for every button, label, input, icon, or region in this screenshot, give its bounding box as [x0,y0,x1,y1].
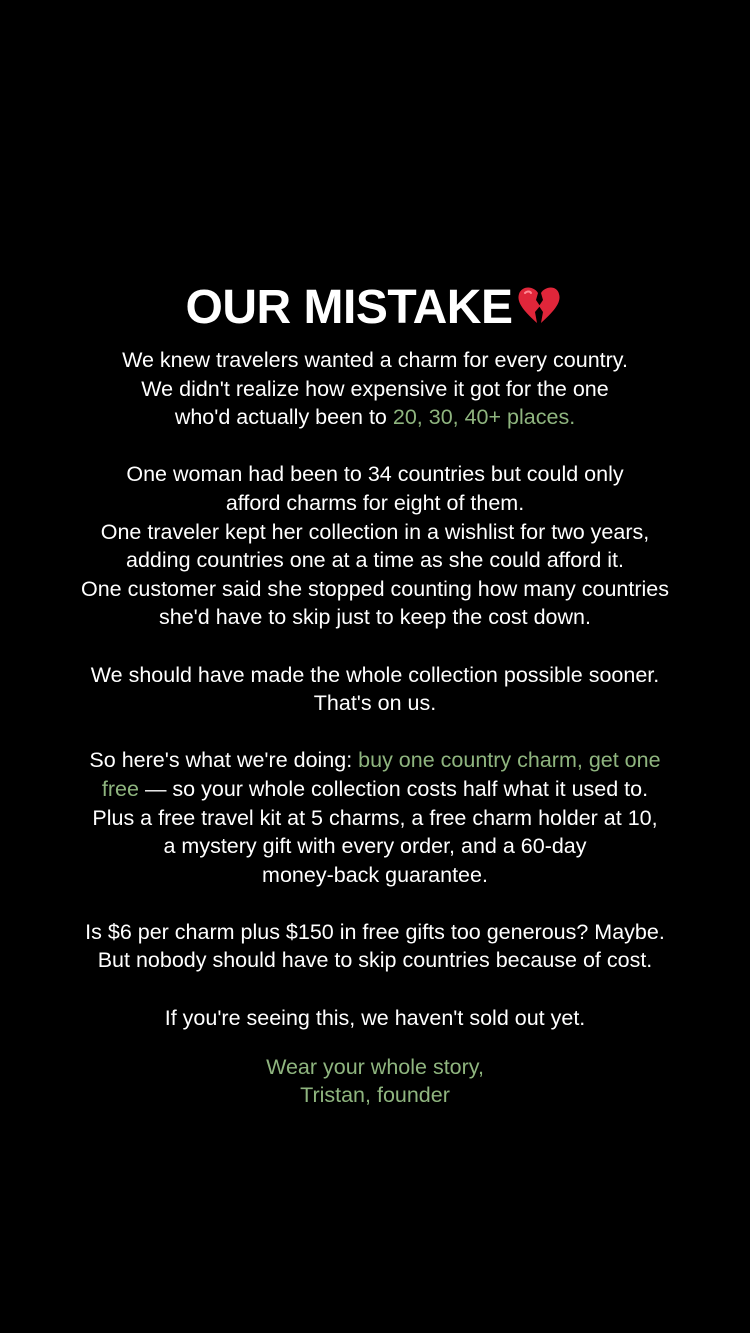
pricing-line-1: Is $6 per charm plus $150 in free gifts too generous? Maybe. [85,919,665,944]
offer-line-1 [0,746,750,775]
offer-paragraph [0,746,750,889]
page-title [0,276,750,340]
stories-line-3: One traveler kept her collection in a wishlist for two years, [100,519,650,544]
pricing-paragraph [0,918,750,975]
offer-line-2-suffix: — so your whole collection costs half what it used to. [138,776,649,801]
apology-line-2: That's on us. [313,691,437,716]
offer-highlight-1: buy one country charm, get one [358,748,661,773]
stories-paragraph [0,460,750,632]
stories-line-2: afford charms for eight of them. [225,490,525,515]
signoff [0,1053,750,1110]
offer-line-1-prefix: So here's what we're doing: [89,748,359,773]
places-highlight: 20, 30, 40+ places. [392,405,576,430]
offer-line-3: Plus a free travel kit at 5 charms, a free charm holder at 10, [92,805,658,830]
apology-line-1: We should have made the whole collection possible sooner. [90,662,660,687]
intro-line-3 [0,403,750,432]
signoff-line-1: Wear your whole story, [266,1054,484,1079]
urgency-paragraph [0,1004,750,1033]
offer-line-5: money-back guarantee. [262,862,488,887]
intro-paragraph [0,346,750,432]
stories-line-5: One customer said she stopped counting how many countries [81,576,669,601]
broken-heart-icon [514,281,564,331]
intro-line-3-prefix: who'd actually been to [174,405,393,430]
pricing-line-2: But nobody should have to skip countries because of cost. [97,948,653,973]
intro-line-1: We knew travelers wanted a charm for every country. [122,348,628,372]
offer-highlight-2: free [101,776,139,801]
stories-line-4: adding countries one at a time as she could afford it. [126,548,624,573]
letter [0,276,750,1110]
page-title-text: OUR MISTAKE [185,281,513,334]
stories-line-6: she'd have to skip just to keep the cost down. [159,605,591,630]
stories-line-1: One woman had been to 34 countries but could only [126,462,624,487]
apology-paragraph [0,661,750,718]
signoff-line-2: Tristan, founder [300,1083,450,1108]
intro-line-2: We didn't realize how expensive it got for the one [141,376,609,401]
offer-line-2 [0,775,750,804]
offer-line-4: a mystery gift with every order, and a 60-day [163,834,587,859]
urgency-line-1: If you're seeing this, we haven't sold out yet. [164,1005,586,1030]
